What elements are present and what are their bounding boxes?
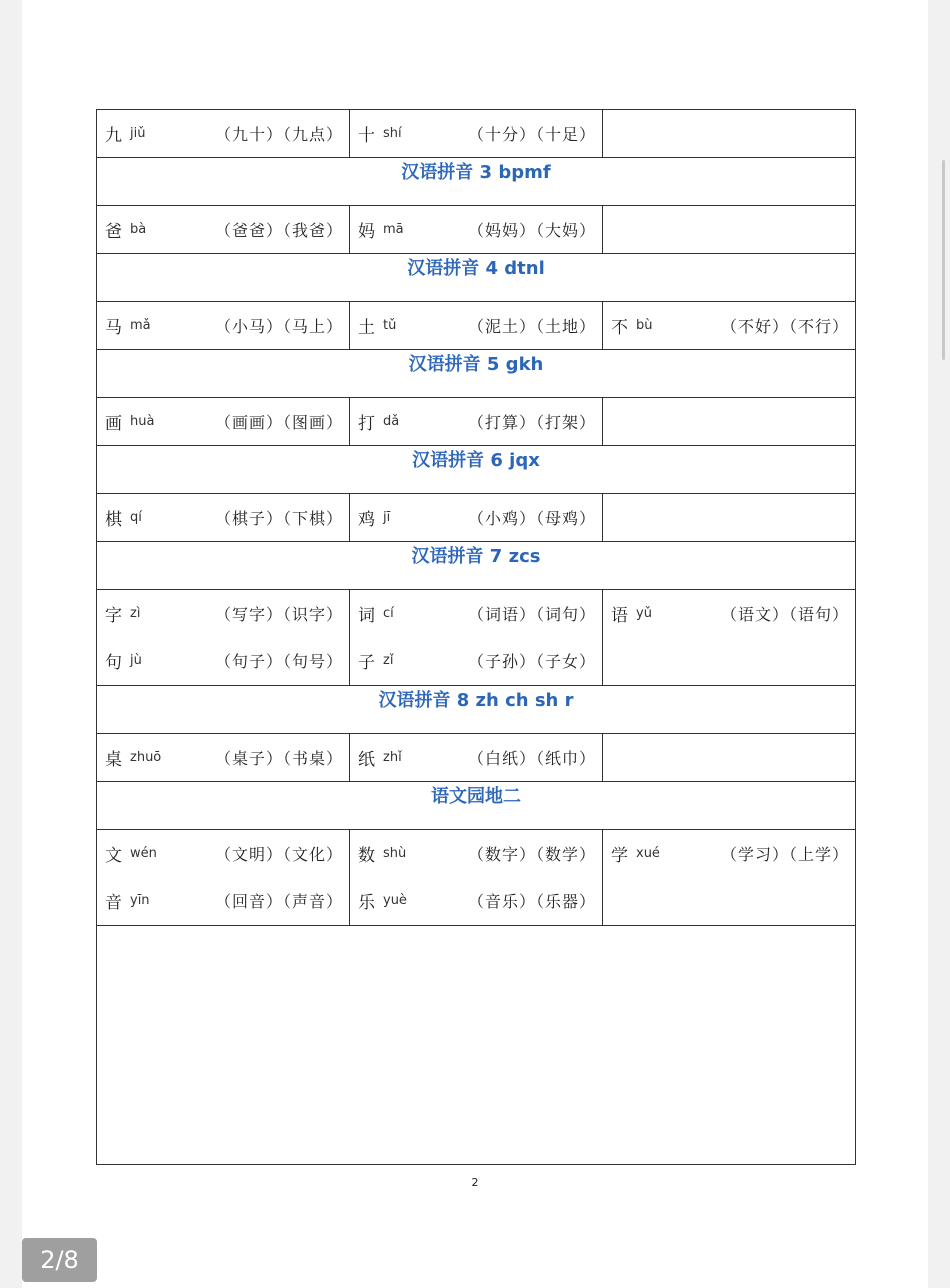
character: 学 [611, 846, 628, 866]
vocab-cell [97, 302, 350, 350]
example-words: （泥土）（土地） [467, 317, 596, 336]
section-heading: 汉语拼音 8 zh ch sh r [97, 686, 856, 734]
example-words: （词语）（词句） [467, 605, 596, 624]
vocab-cell [603, 302, 856, 350]
vocab-entry [97, 302, 349, 349]
vocab-row [97, 590, 856, 686]
vocab-entry [603, 302, 855, 349]
character: 马 [105, 318, 122, 338]
vocab-entry [350, 734, 602, 781]
section-heading-row [97, 542, 856, 590]
section-heading: 汉语拼音 3 bpmf [97, 158, 856, 206]
example-words: （不好）（不行） [720, 317, 849, 336]
vocab-cell [97, 590, 350, 686]
character: 词 [358, 606, 375, 626]
vocab-cell [350, 734, 603, 782]
pinyin: zhuō [130, 750, 162, 765]
example-words: （小鸡）（母鸡） [467, 509, 596, 528]
character: 语 [611, 606, 628, 626]
vocab-entry [603, 590, 855, 637]
character: 棋 [105, 510, 122, 530]
vocab-entry [350, 590, 602, 637]
vocab-cell [97, 206, 350, 254]
pinyin: zǐ [383, 653, 394, 668]
vocab-row [97, 302, 856, 350]
character: 文 [105, 846, 122, 866]
example-words: （音乐）（乐器） [467, 892, 596, 911]
vocab-row [97, 494, 856, 542]
vocab-entry [97, 877, 349, 924]
vocab-entry [350, 302, 602, 349]
vocabulary-table [96, 109, 856, 1165]
vocab-cell [603, 734, 856, 782]
example-words: （白纸）（纸巾） [467, 749, 596, 768]
example-words: （小马）（马上） [214, 317, 343, 336]
example-words: （子孙）（子女） [467, 652, 596, 671]
vocab-entry [350, 830, 602, 877]
vocab-cell [97, 830, 350, 926]
character: 桌 [105, 750, 122, 770]
example-words: （学习）（上学） [720, 845, 849, 864]
vocab-entry [97, 590, 349, 637]
pinyin: shù [383, 846, 407, 861]
example-words: （回音）（声音） [214, 892, 343, 911]
pinyin: cí [383, 606, 394, 621]
vocab-entry [97, 206, 349, 253]
character: 爸 [105, 222, 122, 242]
section-heading-row [97, 254, 856, 302]
vocab-entry [603, 830, 855, 877]
section-heading-row [97, 686, 856, 734]
example-words: （妈妈）（大妈） [467, 221, 596, 240]
blank-row [97, 926, 856, 1165]
vocab-entry [97, 637, 349, 684]
example-words: （桌子）（书桌） [214, 749, 343, 768]
vocab-row [97, 110, 856, 158]
vocab-cell [350, 110, 603, 158]
vocab-cell [97, 110, 350, 158]
character: 妈 [358, 222, 375, 242]
section-heading: 汉语拼音 4 dtnl [97, 254, 856, 302]
pinyin: tǔ [383, 318, 397, 333]
character: 子 [358, 653, 375, 673]
character: 不 [611, 318, 628, 338]
vocab-cell [350, 398, 603, 446]
pinyin: zì [130, 606, 141, 621]
vocab-row [97, 398, 856, 446]
section-heading-row [97, 446, 856, 494]
section-heading: 汉语拼音 7 zcs [97, 542, 856, 590]
character: 字 [105, 606, 122, 626]
pinyin: qí [130, 510, 142, 525]
character: 打 [358, 414, 375, 434]
example-words: （画画）（图画） [214, 413, 343, 432]
pinyin: wén [130, 846, 157, 861]
pinyin: jiǔ [130, 126, 146, 141]
section-heading: 汉语拼音 5 gkh [97, 350, 856, 398]
example-words: （句子）（句号） [214, 652, 343, 671]
vocab-cell [350, 590, 603, 686]
example-words: （爸爸）（我爸） [214, 221, 343, 240]
vocab-cell [603, 110, 856, 158]
vocab-entry [97, 398, 349, 445]
example-words: （文明）（文化） [214, 845, 343, 864]
vocab-cell [603, 206, 856, 254]
page-indicator[interactable]: 2/8 [22, 1238, 97, 1282]
character: 数 [358, 846, 375, 866]
vocab-entry [97, 494, 349, 541]
character: 画 [105, 414, 122, 434]
character: 十 [358, 126, 375, 146]
vocab-cell [603, 830, 856, 926]
vocab-row [97, 734, 856, 782]
vocab-cell [97, 398, 350, 446]
vocab-cell [350, 494, 603, 542]
vocab-entry [350, 494, 602, 541]
vocab-row [97, 830, 856, 926]
vocab-cell [603, 494, 856, 542]
character: 句 [105, 653, 122, 673]
blank-area [97, 926, 856, 1165]
vocab-cell [603, 590, 856, 686]
character: 音 [105, 893, 122, 913]
example-words: （十分）（十足） [467, 125, 596, 144]
pinyin: bù [636, 318, 653, 333]
pinyin: mā [383, 222, 404, 237]
character: 乐 [358, 893, 375, 913]
pinyin: xué [636, 846, 660, 861]
pinyin: yǔ [636, 606, 652, 621]
vocab-cell [97, 734, 350, 782]
character: 纸 [358, 750, 375, 770]
vocab-cell [97, 494, 350, 542]
character: 鸡 [358, 510, 375, 530]
pinyin: jù [130, 653, 142, 668]
section-heading-row [97, 158, 856, 206]
pinyin: zhǐ [383, 750, 402, 765]
pinyin: shí [383, 126, 402, 141]
vocab-cell [350, 302, 603, 350]
vocab-entry [97, 830, 349, 877]
section-heading-row [97, 350, 856, 398]
example-words: （打算）（打架） [467, 413, 596, 432]
vocab-entry [350, 398, 602, 445]
example-words: （写字）（识字） [214, 605, 343, 624]
pinyin: yuè [383, 893, 407, 908]
pinyin: huà [130, 414, 155, 429]
character: 九 [105, 126, 122, 146]
vocab-entry [350, 206, 602, 253]
vocab-row [97, 206, 856, 254]
example-words: （九十）（九点） [214, 125, 343, 144]
vocab-entry [97, 734, 349, 781]
pinyin: bà [130, 222, 147, 237]
example-words: （棋子）（下棋） [214, 509, 343, 528]
vocab-cell [350, 206, 603, 254]
pinyin: yīn [130, 893, 150, 908]
vocab-entry [97, 110, 349, 157]
example-words: （语文）（语句） [720, 605, 849, 624]
vocab-entry [350, 877, 602, 924]
pinyin: mǎ [130, 318, 151, 333]
page-number: 2 [471, 1176, 479, 1189]
pinyin: dǎ [383, 414, 400, 429]
section-heading-row [97, 782, 856, 830]
pinyin: jī [383, 510, 391, 525]
vocab-entry [350, 637, 602, 684]
section-heading: 汉语拼音 6 jqx [97, 446, 856, 494]
character: 土 [358, 318, 375, 338]
vocab-cell [603, 398, 856, 446]
vocab-entry [350, 110, 602, 157]
scrollbar[interactable] [942, 160, 945, 360]
section-heading: 语文园地二 [97, 782, 856, 830]
example-words: （数字）（数学） [467, 845, 596, 864]
vocab-cell [350, 830, 603, 926]
